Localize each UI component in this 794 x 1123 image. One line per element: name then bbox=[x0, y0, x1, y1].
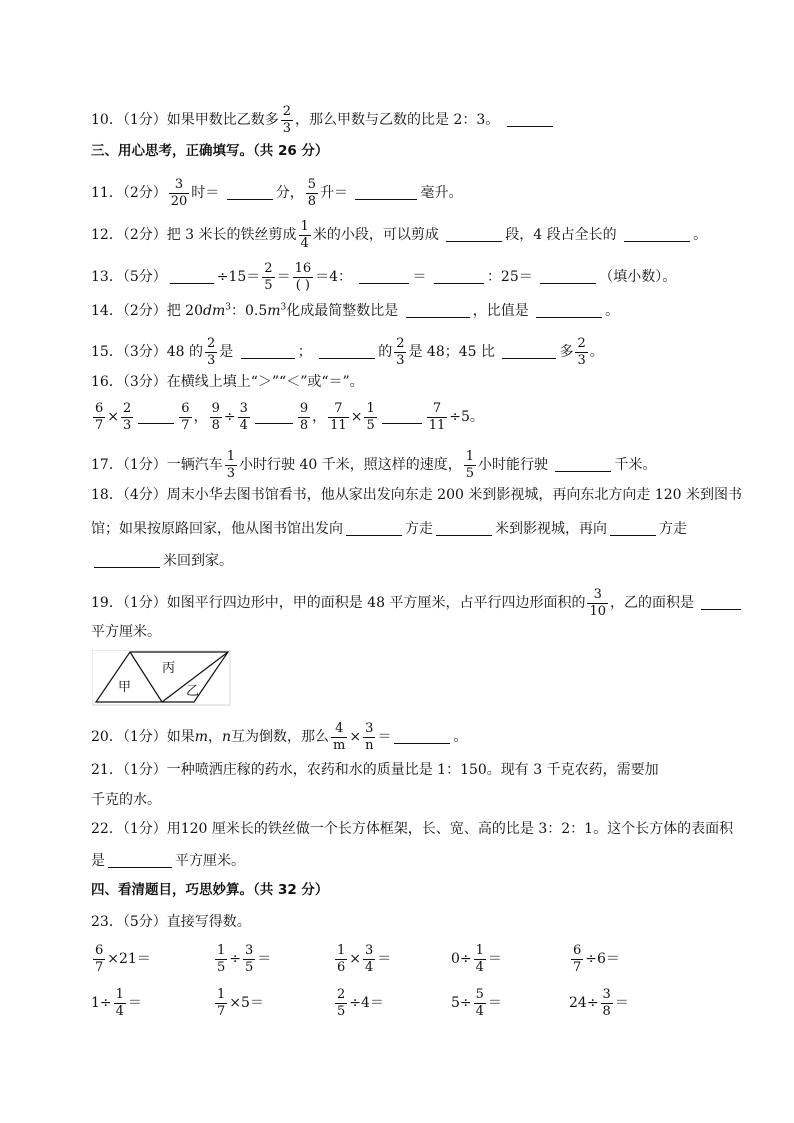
answer-blank[interactable] bbox=[255, 409, 293, 424]
answer-blank[interactable] bbox=[170, 269, 214, 284]
answer-blank[interactable] bbox=[108, 853, 172, 868]
answer-blank[interactable] bbox=[610, 521, 656, 536]
answer-blank[interactable] bbox=[555, 457, 611, 472]
answer-blank[interactable] bbox=[436, 521, 492, 536]
question-22: 22．（1分）用120 厘米长的铁丝做一个长方体框架，长、宽、高的比是 3：2：1。这个长方体的表面积 bbox=[91, 821, 734, 837]
answer-blank[interactable] bbox=[624, 227, 690, 242]
question-16-comparisons: $\frac{6}{7}$ × $\frac{2}{3}$ $\frac{6}{7}$ ， $\frac{9}{8}$ ÷ $\frac{3}{4}$ $\frac{9}{8}$ ， $\frac{7}{11}$ × $\frac{1}{5}$ $\frac{7}{11}$ ÷5。 bbox=[95, 401, 484, 433]
question-23: 23．（5分）直接写得数。 bbox=[91, 914, 251, 930]
calc-item: $\frac{6}{7}$ ÷6＝ bbox=[573, 943, 620, 975]
parallelogram-figure bbox=[92, 650, 232, 706]
answer-blank[interactable] bbox=[446, 227, 502, 242]
question-22-line2: 是 平方厘米。 bbox=[91, 853, 245, 869]
calc-item: $\frac{1}{7}$ ×5＝ bbox=[217, 987, 264, 1019]
question-11: 11．（2分） $\frac{3}{20}$ 时＝ 分， $\frac{5}{8}$ 升＝ 毫升。 bbox=[91, 177, 463, 209]
question-10: 10．（1分）如果甲数比乙数多 $\frac{2}{3}$ ，那么甲数与乙数的比是 2：3。 bbox=[91, 105, 556, 135]
question-19-line2: 平方厘米。 bbox=[91, 624, 161, 640]
answer-blank[interactable] bbox=[507, 112, 553, 127]
answer-blank[interactable] bbox=[227, 185, 273, 200]
question-21: 21．（1分）一种喷洒庄稼的药水，农药和水的质量比是 1：150。现有 3 千克农药，需要加 bbox=[91, 762, 659, 778]
label-jia: 甲 bbox=[118, 680, 132, 695]
question-17: 17．（1分）一辆汽车 $\frac{1}{3}$ 小时行驶 40 千米，照这样的速度， $\frac{1}{5}$ 小时能行驶 千米。 bbox=[91, 449, 657, 481]
answer-blank[interactable] bbox=[138, 409, 174, 424]
question-15: 15．（3分）48 的 $\frac{2}{3}$ 是 ； 的 $\frac{2}{3}$ 是 48；45 比 多 $\frac{2}{3}$ 。 bbox=[91, 336, 604, 368]
answer-blank[interactable] bbox=[536, 303, 602, 318]
answer-blank[interactable] bbox=[382, 409, 422, 424]
answer-blank[interactable] bbox=[94, 553, 160, 568]
answer-blank[interactable] bbox=[502, 344, 556, 359]
answer-blank[interactable] bbox=[701, 595, 741, 610]
label-yi: 乙 bbox=[186, 684, 200, 699]
question-13: 13．（5分） ÷15＝ $\frac{2}{5}$ ＝ $\frac{16}{( )}$ ＝4： ＝ ：25＝ （填小数）。 bbox=[91, 261, 677, 293]
calc-item: $\frac{6}{7}$ ×21＝ bbox=[95, 943, 151, 975]
answer-blank[interactable] bbox=[434, 269, 484, 284]
question-16: 16．（3分）在横线上填上“＞”“＜”或“＝”。 bbox=[91, 374, 364, 390]
answer-blank[interactable] bbox=[355, 185, 417, 200]
calc-item: $\frac{2}{5}$ ÷4＝ bbox=[337, 987, 384, 1019]
calc-item: 5÷ $\frac{5}{4}$ ＝ bbox=[451, 987, 502, 1019]
answer-blank[interactable] bbox=[394, 729, 450, 744]
answer-blank[interactable] bbox=[319, 344, 375, 359]
calc-item: $\frac{1}{5}$ ÷ $\frac{3}{5}$ ＝ bbox=[217, 943, 272, 975]
calc-item: 0÷ $\frac{1}{4}$ ＝ bbox=[451, 943, 502, 975]
calculation-grid bbox=[91, 944, 711, 1024]
answer-blank[interactable] bbox=[346, 521, 402, 536]
question-19: 19．（1分）如图平行四边形中，甲的面积是 48 平方厘米，占平行四边形面积的 $\frac{3}{10}$ ，乙的面积是 bbox=[91, 588, 744, 618]
question-12: 12．（2分）把 3 米长的铁丝剪成 $\frac{1}{4}$ 米的小段，可以剪成 段，4 段占全长的 。 bbox=[91, 219, 708, 251]
answer-blank[interactable] bbox=[359, 269, 409, 284]
answer-blank[interactable] bbox=[241, 344, 295, 359]
section-4-heading: 四、看清题目，巧思妙算。（共 32 分） bbox=[91, 882, 329, 898]
question-21-line2: 千克的水。 bbox=[91, 792, 161, 808]
calc-item: 1÷ $\frac{1}{4}$ ＝ bbox=[91, 987, 142, 1019]
calc-item: $\frac{1}{6}$ × $\frac{3}{4}$ ＝ bbox=[337, 943, 392, 975]
answer-blank[interactable] bbox=[540, 269, 596, 284]
question-14: 14．（2分）把 $20dm^3$：$0.5m^3$化成最简整数比是 ，比值是 。 bbox=[91, 302, 620, 319]
calc-item: 24÷ $\frac{3}{8}$ ＝ bbox=[569, 987, 629, 1019]
label-bing: 丙 bbox=[162, 661, 176, 676]
question-20: 20．（1分）如果m，n互为倒数，那么 $\frac{4}{m}$ × $\frac{3}{n}$ ＝ 。 bbox=[91, 721, 468, 753]
question-18: 18．（4分）周末小华去图书馆看书，他从家出发向东走 200 米到影视城，再向东北方向走 120 米到图书 bbox=[91, 487, 742, 503]
fraction: $\frac{2}{3}$ bbox=[282, 104, 292, 136]
question-18-line2: 馆；如果按原路回家，他从图书馆出发向 方走 米到影视城，再向 方走 bbox=[91, 521, 687, 537]
answer-blank[interactable] bbox=[406, 303, 470, 318]
section-3-heading: 三、用心思考，正确填写。（共 26 分） bbox=[91, 143, 329, 159]
question-18-line3: 米回到家。 bbox=[91, 553, 233, 568]
